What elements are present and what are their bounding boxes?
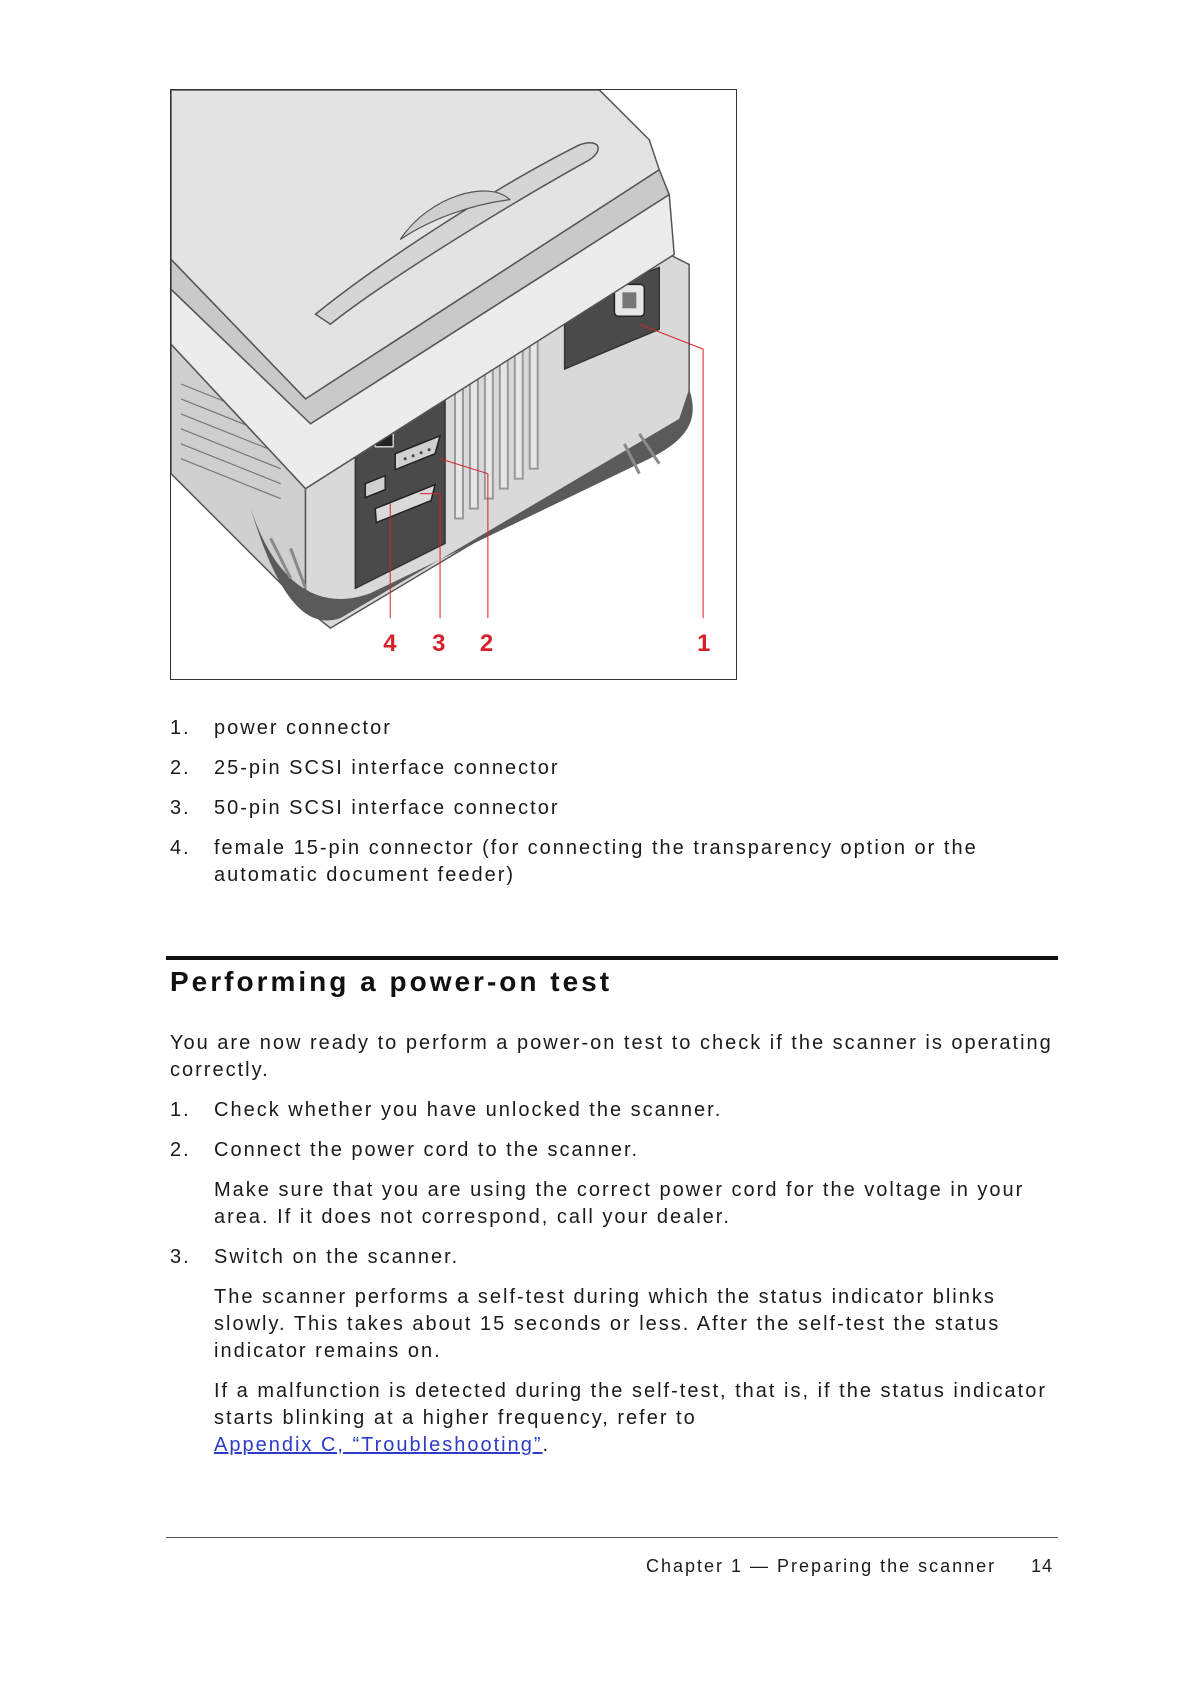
intro-paragraph: You are now ready to perform a power-on test to check if the scanner is operating correctly. bbox=[170, 1032, 1053, 1081]
footer-chapter: Chapter 1 — Preparing the scanner bbox=[646, 1556, 997, 1576]
page-number: 14 bbox=[1031, 1556, 1054, 1576]
step-text: Switch on the scanner. bbox=[214, 1246, 460, 1268]
section-rule bbox=[166, 956, 1058, 960]
list-number: 1. bbox=[170, 717, 191, 739]
callout-1: 1 bbox=[697, 630, 711, 658]
callout-4: 4 bbox=[383, 630, 397, 658]
troubleshooting-link[interactable]: Appendix C, “Troubleshooting” bbox=[214, 1434, 543, 1456]
scanner-rear-illustration bbox=[170, 89, 737, 680]
step-item bbox=[170, 1244, 1050, 1271]
list-item bbox=[170, 755, 1050, 782]
list-number: 3. bbox=[170, 797, 191, 819]
step-note: The scanner performs a self-test during which the status indicator blinks slowly. This takes about 15 seconds or less. After the self-test the status indicator remains on. bbox=[214, 1286, 1001, 1362]
list-item bbox=[170, 795, 1050, 822]
list-text: power connector bbox=[214, 717, 392, 739]
connector-legend-list bbox=[170, 715, 1050, 889]
step-item bbox=[170, 1097, 1050, 1124]
list-text: 50-pin SCSI interface connector bbox=[214, 797, 560, 819]
malfunction-text: If a malfunction is detected during the self-test, that is, if the status indicator starts blinking at a higher frequency, refer to bbox=[214, 1380, 1048, 1429]
link-period: . bbox=[542, 1434, 551, 1456]
step-number: 3. bbox=[170, 1246, 191, 1268]
callout-3: 3 bbox=[432, 630, 446, 658]
footer-rule bbox=[166, 1537, 1058, 1538]
step-note: Make sure that you are using the correct power cord for the voltage in your area. If it does not correspond, call your dealer. bbox=[214, 1179, 1025, 1228]
list-number: 2. bbox=[170, 757, 191, 779]
list-text: female 15-pin connector (for connecting the transparency option or the automatic document feeder) bbox=[214, 837, 978, 886]
step-number: 1. bbox=[170, 1099, 191, 1121]
list-text: 25-pin SCSI interface connector bbox=[214, 757, 560, 779]
steps-list bbox=[170, 1097, 1050, 1459]
step-text: Check whether you have unlocked the scanner. bbox=[214, 1099, 723, 1121]
section-heading: Performing a power-on test bbox=[170, 966, 613, 997]
step-number: 2. bbox=[170, 1139, 191, 1161]
list-number: 4. bbox=[170, 837, 191, 859]
list-item bbox=[170, 715, 1050, 742]
callout-2: 2 bbox=[479, 630, 494, 658]
step-text: Connect the power cord to the scanner. bbox=[214, 1139, 640, 1161]
step-note-malfunction bbox=[170, 1378, 1050, 1459]
step-item bbox=[170, 1137, 1050, 1164]
list-item bbox=[170, 835, 1050, 889]
